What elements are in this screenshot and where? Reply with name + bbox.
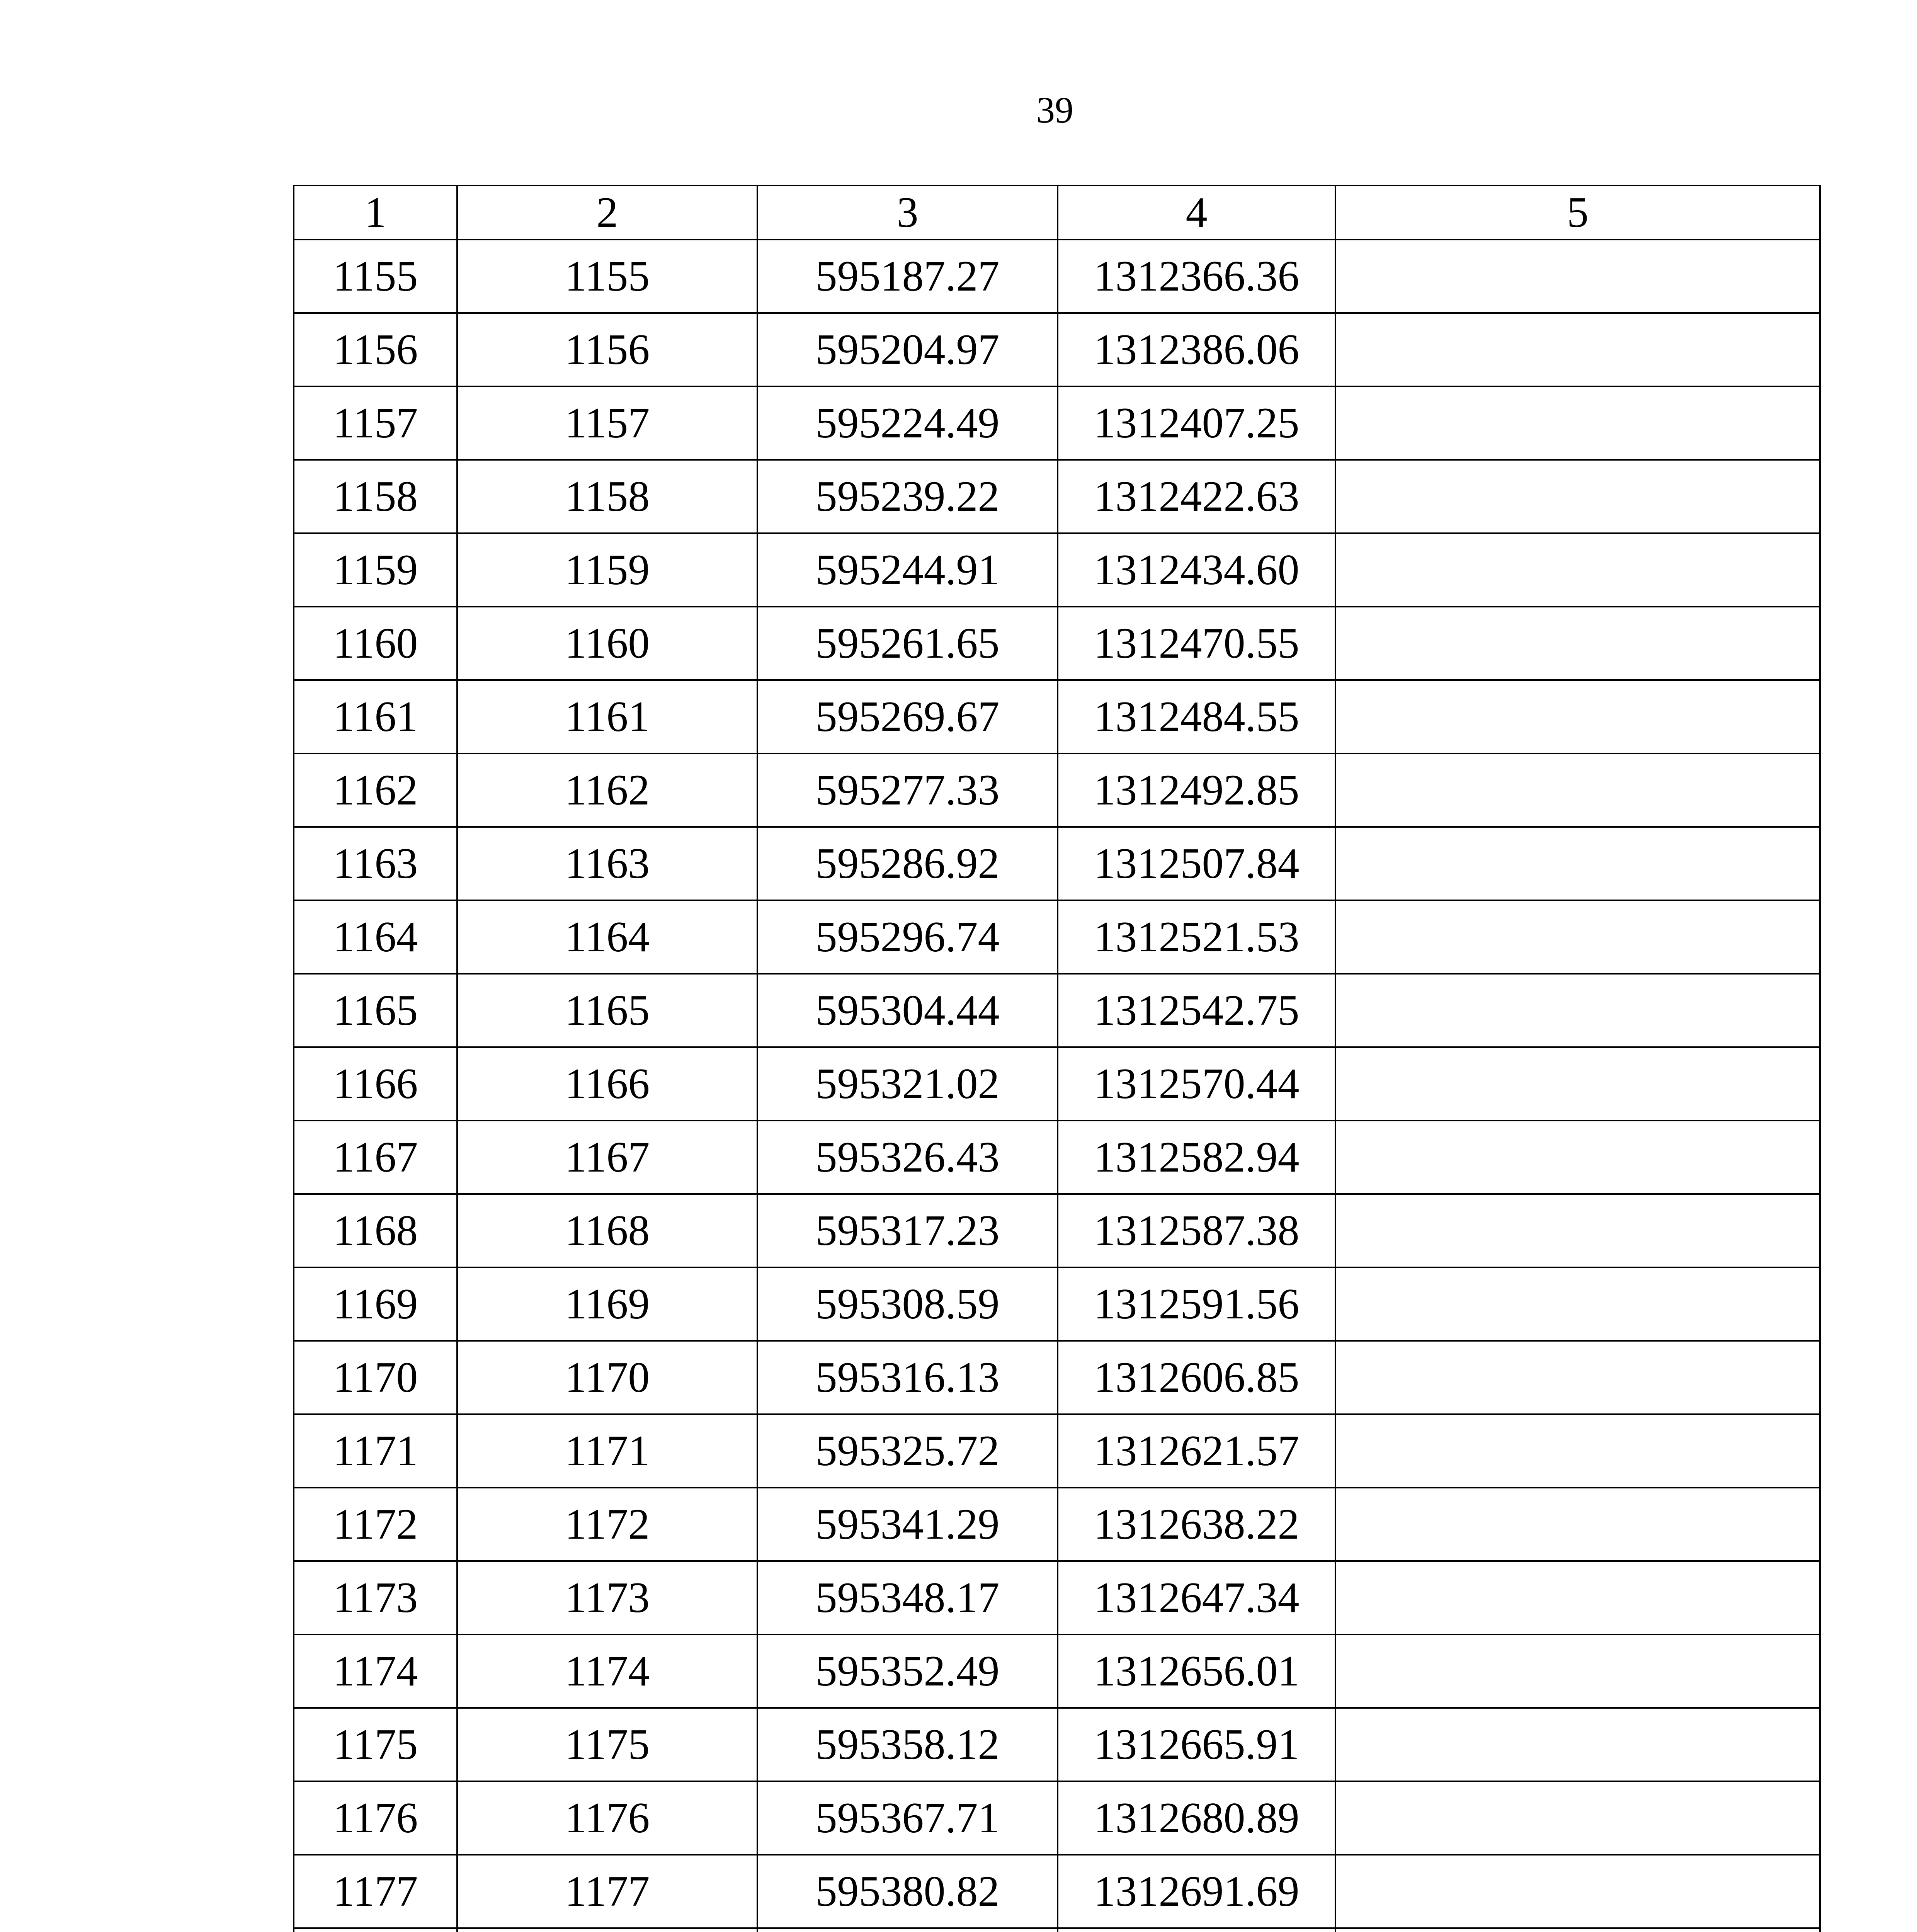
table-row: [294, 386, 1820, 460]
header-row: [294, 185, 1820, 240]
table-row: [294, 460, 1820, 533]
note-cell: [1335, 607, 1820, 680]
table-row: [294, 1634, 1820, 1708]
table-body: [294, 240, 1820, 1932]
x-coordinate-cell: [757, 1928, 1058, 1932]
point-id-cell: 1168: [457, 1194, 757, 1267]
note-cell: [1335, 1928, 1820, 1932]
table-row: [294, 1488, 1820, 1561]
point-id-cell: 1171: [457, 1414, 757, 1488]
point-number-cell: 1162: [294, 753, 457, 827]
note-cell: [1335, 1194, 1820, 1267]
point-id-cell: 1155: [457, 240, 757, 313]
note-cell: [1335, 1414, 1820, 1488]
header-cell-3: 3: [757, 185, 1058, 240]
y-coordinate-cell: 1312591.56: [1058, 1267, 1335, 1341]
y-coordinate-cell: 1312434.60: [1058, 533, 1335, 607]
point-id-cell: 1175: [457, 1708, 757, 1781]
point-number-cell: 1173: [294, 1561, 457, 1634]
point-id-cell: 1157: [457, 386, 757, 460]
y-coordinate-cell: 1312656.01: [1058, 1634, 1335, 1708]
point-id-cell: 1164: [457, 900, 757, 974]
point-number-cell: 1160: [294, 607, 457, 680]
table-row: [294, 533, 1820, 607]
point-id-cell: 1156: [457, 313, 757, 386]
point-number-cell: 1156: [294, 313, 457, 386]
point-number-cell: [294, 1928, 457, 1932]
note-cell: [1335, 900, 1820, 974]
table-header: [294, 185, 1820, 240]
table-row: [294, 680, 1820, 753]
y-coordinate-cell: 1312587.38: [1058, 1194, 1335, 1267]
x-coordinate-cell: 595277.33: [757, 753, 1058, 827]
note-cell: [1335, 1855, 1820, 1928]
point-id-cell: 1174: [457, 1634, 757, 1708]
x-coordinate-cell: 595286.92: [757, 827, 1058, 900]
table-row: [294, 1708, 1820, 1781]
x-coordinate-cell: 595304.44: [757, 974, 1058, 1047]
x-coordinate-cell: 595358.12: [757, 1708, 1058, 1781]
y-coordinate-cell: 1312507.84: [1058, 827, 1335, 900]
x-coordinate-cell: 595187.27: [757, 240, 1058, 313]
y-coordinate-cell: 1312680.89: [1058, 1781, 1335, 1855]
x-coordinate-cell: 595325.72: [757, 1414, 1058, 1488]
x-coordinate-cell: 595367.71: [757, 1781, 1058, 1855]
note-cell: [1335, 1267, 1820, 1341]
note-cell: [1335, 1341, 1820, 1414]
y-coordinate-cell: 1312691.69: [1058, 1855, 1335, 1928]
note-cell: [1335, 1634, 1820, 1708]
table-row: [294, 1047, 1820, 1121]
x-coordinate-cell: 595380.82: [757, 1855, 1058, 1928]
x-coordinate-cell: 595261.65: [757, 607, 1058, 680]
point-number-cell: 1161: [294, 680, 457, 753]
table-row: [294, 1341, 1820, 1414]
y-coordinate-cell: 1312521.53: [1058, 900, 1335, 974]
note-cell: [1335, 1121, 1820, 1194]
point-id-cell: 1159: [457, 533, 757, 607]
point-number-cell: 1171: [294, 1414, 457, 1488]
point-number-cell: 1166: [294, 1047, 457, 1121]
point-number-cell: 1169: [294, 1267, 457, 1341]
x-coordinate-cell: 595296.74: [757, 900, 1058, 974]
point-number-cell: 1155: [294, 240, 457, 313]
point-id-cell: [457, 1928, 757, 1932]
point-id-cell: 1177: [457, 1855, 757, 1928]
note-cell: [1335, 460, 1820, 533]
y-coordinate-cell: 1312570.44: [1058, 1047, 1335, 1121]
note-cell: [1335, 974, 1820, 1047]
point-id-cell: 1170: [457, 1341, 757, 1414]
x-coordinate-cell: 595308.59: [757, 1267, 1058, 1341]
x-coordinate-cell: 595239.22: [757, 460, 1058, 533]
table-row: [294, 1781, 1820, 1855]
point-number-cell: 1167: [294, 1121, 457, 1194]
note-cell: [1335, 533, 1820, 607]
note-cell: [1335, 1047, 1820, 1121]
y-coordinate-cell: 1312638.22: [1058, 1488, 1335, 1561]
note-cell: [1335, 240, 1820, 313]
y-coordinate-cell: 1312366.36: [1058, 240, 1335, 313]
table-row: [294, 1855, 1820, 1928]
point-id-cell: 1163: [457, 827, 757, 900]
point-number-cell: 1175: [294, 1708, 457, 1781]
header-cell-2: 2: [457, 185, 757, 240]
table-row: [294, 1928, 1820, 1932]
point-number-cell: 1170: [294, 1341, 457, 1414]
table-row: [294, 240, 1820, 313]
table-row: [294, 1194, 1820, 1267]
point-number-cell: 1157: [294, 386, 457, 460]
table-row: [294, 313, 1820, 386]
x-coordinate-cell: 595269.67: [757, 680, 1058, 753]
y-coordinate-cell: 1312386.06: [1058, 313, 1335, 386]
point-id-cell: 1166: [457, 1047, 757, 1121]
x-coordinate-cell: 595341.29: [757, 1488, 1058, 1561]
point-id-cell: 1169: [457, 1267, 757, 1341]
point-number-cell: 1158: [294, 460, 457, 533]
y-coordinate-cell: 1312665.91: [1058, 1708, 1335, 1781]
y-coordinate-cell: 1312606.85: [1058, 1341, 1335, 1414]
y-coordinate-cell: [1058, 1928, 1335, 1932]
x-coordinate-cell: 595348.17: [757, 1561, 1058, 1634]
y-coordinate-cell: 1312407.25: [1058, 386, 1335, 460]
note-cell: [1335, 1561, 1820, 1634]
point-number-cell: 1168: [294, 1194, 457, 1267]
x-coordinate-cell: 595326.43: [757, 1121, 1058, 1194]
header-cell-5: 5: [1335, 185, 1820, 240]
y-coordinate-cell: 1312484.55: [1058, 680, 1335, 753]
table-row: [294, 900, 1820, 974]
x-coordinate-cell: 595204.97: [757, 313, 1058, 386]
table-row: [294, 974, 1820, 1047]
note-cell: [1335, 1781, 1820, 1855]
table-row: [294, 827, 1820, 900]
x-coordinate-cell: 595316.13: [757, 1341, 1058, 1414]
point-id-cell: 1165: [457, 974, 757, 1047]
y-coordinate-cell: 1312621.57: [1058, 1414, 1335, 1488]
table-row: [294, 1561, 1820, 1634]
note-cell: [1335, 753, 1820, 827]
point-id-cell: 1172: [457, 1488, 757, 1561]
x-coordinate-cell: 595352.49: [757, 1634, 1058, 1708]
table-row: [294, 1121, 1820, 1194]
table-row: [294, 1414, 1820, 1488]
point-number-cell: 1164: [294, 900, 457, 974]
point-id-cell: 1158: [457, 460, 757, 533]
point-number-cell: 1165: [294, 974, 457, 1047]
point-id-cell: 1160: [457, 607, 757, 680]
x-coordinate-cell: 595317.23: [757, 1194, 1058, 1267]
point-id-cell: 1176: [457, 1781, 757, 1855]
x-coordinate-cell: 595244.91: [757, 533, 1058, 607]
x-coordinate-cell: 595224.49: [757, 386, 1058, 460]
y-coordinate-cell: 1312422.63: [1058, 460, 1335, 533]
note-cell: [1335, 1488, 1820, 1561]
note-cell: [1335, 386, 1820, 460]
point-id-cell: 1161: [457, 680, 757, 753]
y-coordinate-cell: 1312647.34: [1058, 1561, 1335, 1634]
note-cell: [1335, 827, 1820, 900]
point-number-cell: 1174: [294, 1634, 457, 1708]
x-coordinate-cell: 595321.02: [757, 1047, 1058, 1121]
point-number-cell: 1159: [294, 533, 457, 607]
y-coordinate-cell: 1312582.94: [1058, 1121, 1335, 1194]
table-row: [294, 753, 1820, 827]
point-number-cell: 1172: [294, 1488, 457, 1561]
point-id-cell: 1162: [457, 753, 757, 827]
header-cell-1: 1: [294, 185, 457, 240]
point-number-cell: 1163: [294, 827, 457, 900]
note-cell: [1335, 680, 1820, 753]
y-coordinate-cell: 1312542.75: [1058, 974, 1335, 1047]
coordinates-table: [293, 185, 1821, 1932]
note-cell: [1335, 313, 1820, 386]
point-number-cell: 1176: [294, 1781, 457, 1855]
note-cell: [1335, 1708, 1820, 1781]
table-row: [294, 607, 1820, 680]
page-number: 39: [1036, 89, 1073, 131]
y-coordinate-cell: 1312492.85: [1058, 753, 1335, 827]
point-id-cell: 1173: [457, 1561, 757, 1634]
table-row: [294, 1267, 1820, 1341]
point-number-cell: 1177: [294, 1855, 457, 1928]
point-id-cell: 1167: [457, 1121, 757, 1194]
header-cell-4: 4: [1058, 185, 1335, 240]
y-coordinate-cell: 1312470.55: [1058, 607, 1335, 680]
